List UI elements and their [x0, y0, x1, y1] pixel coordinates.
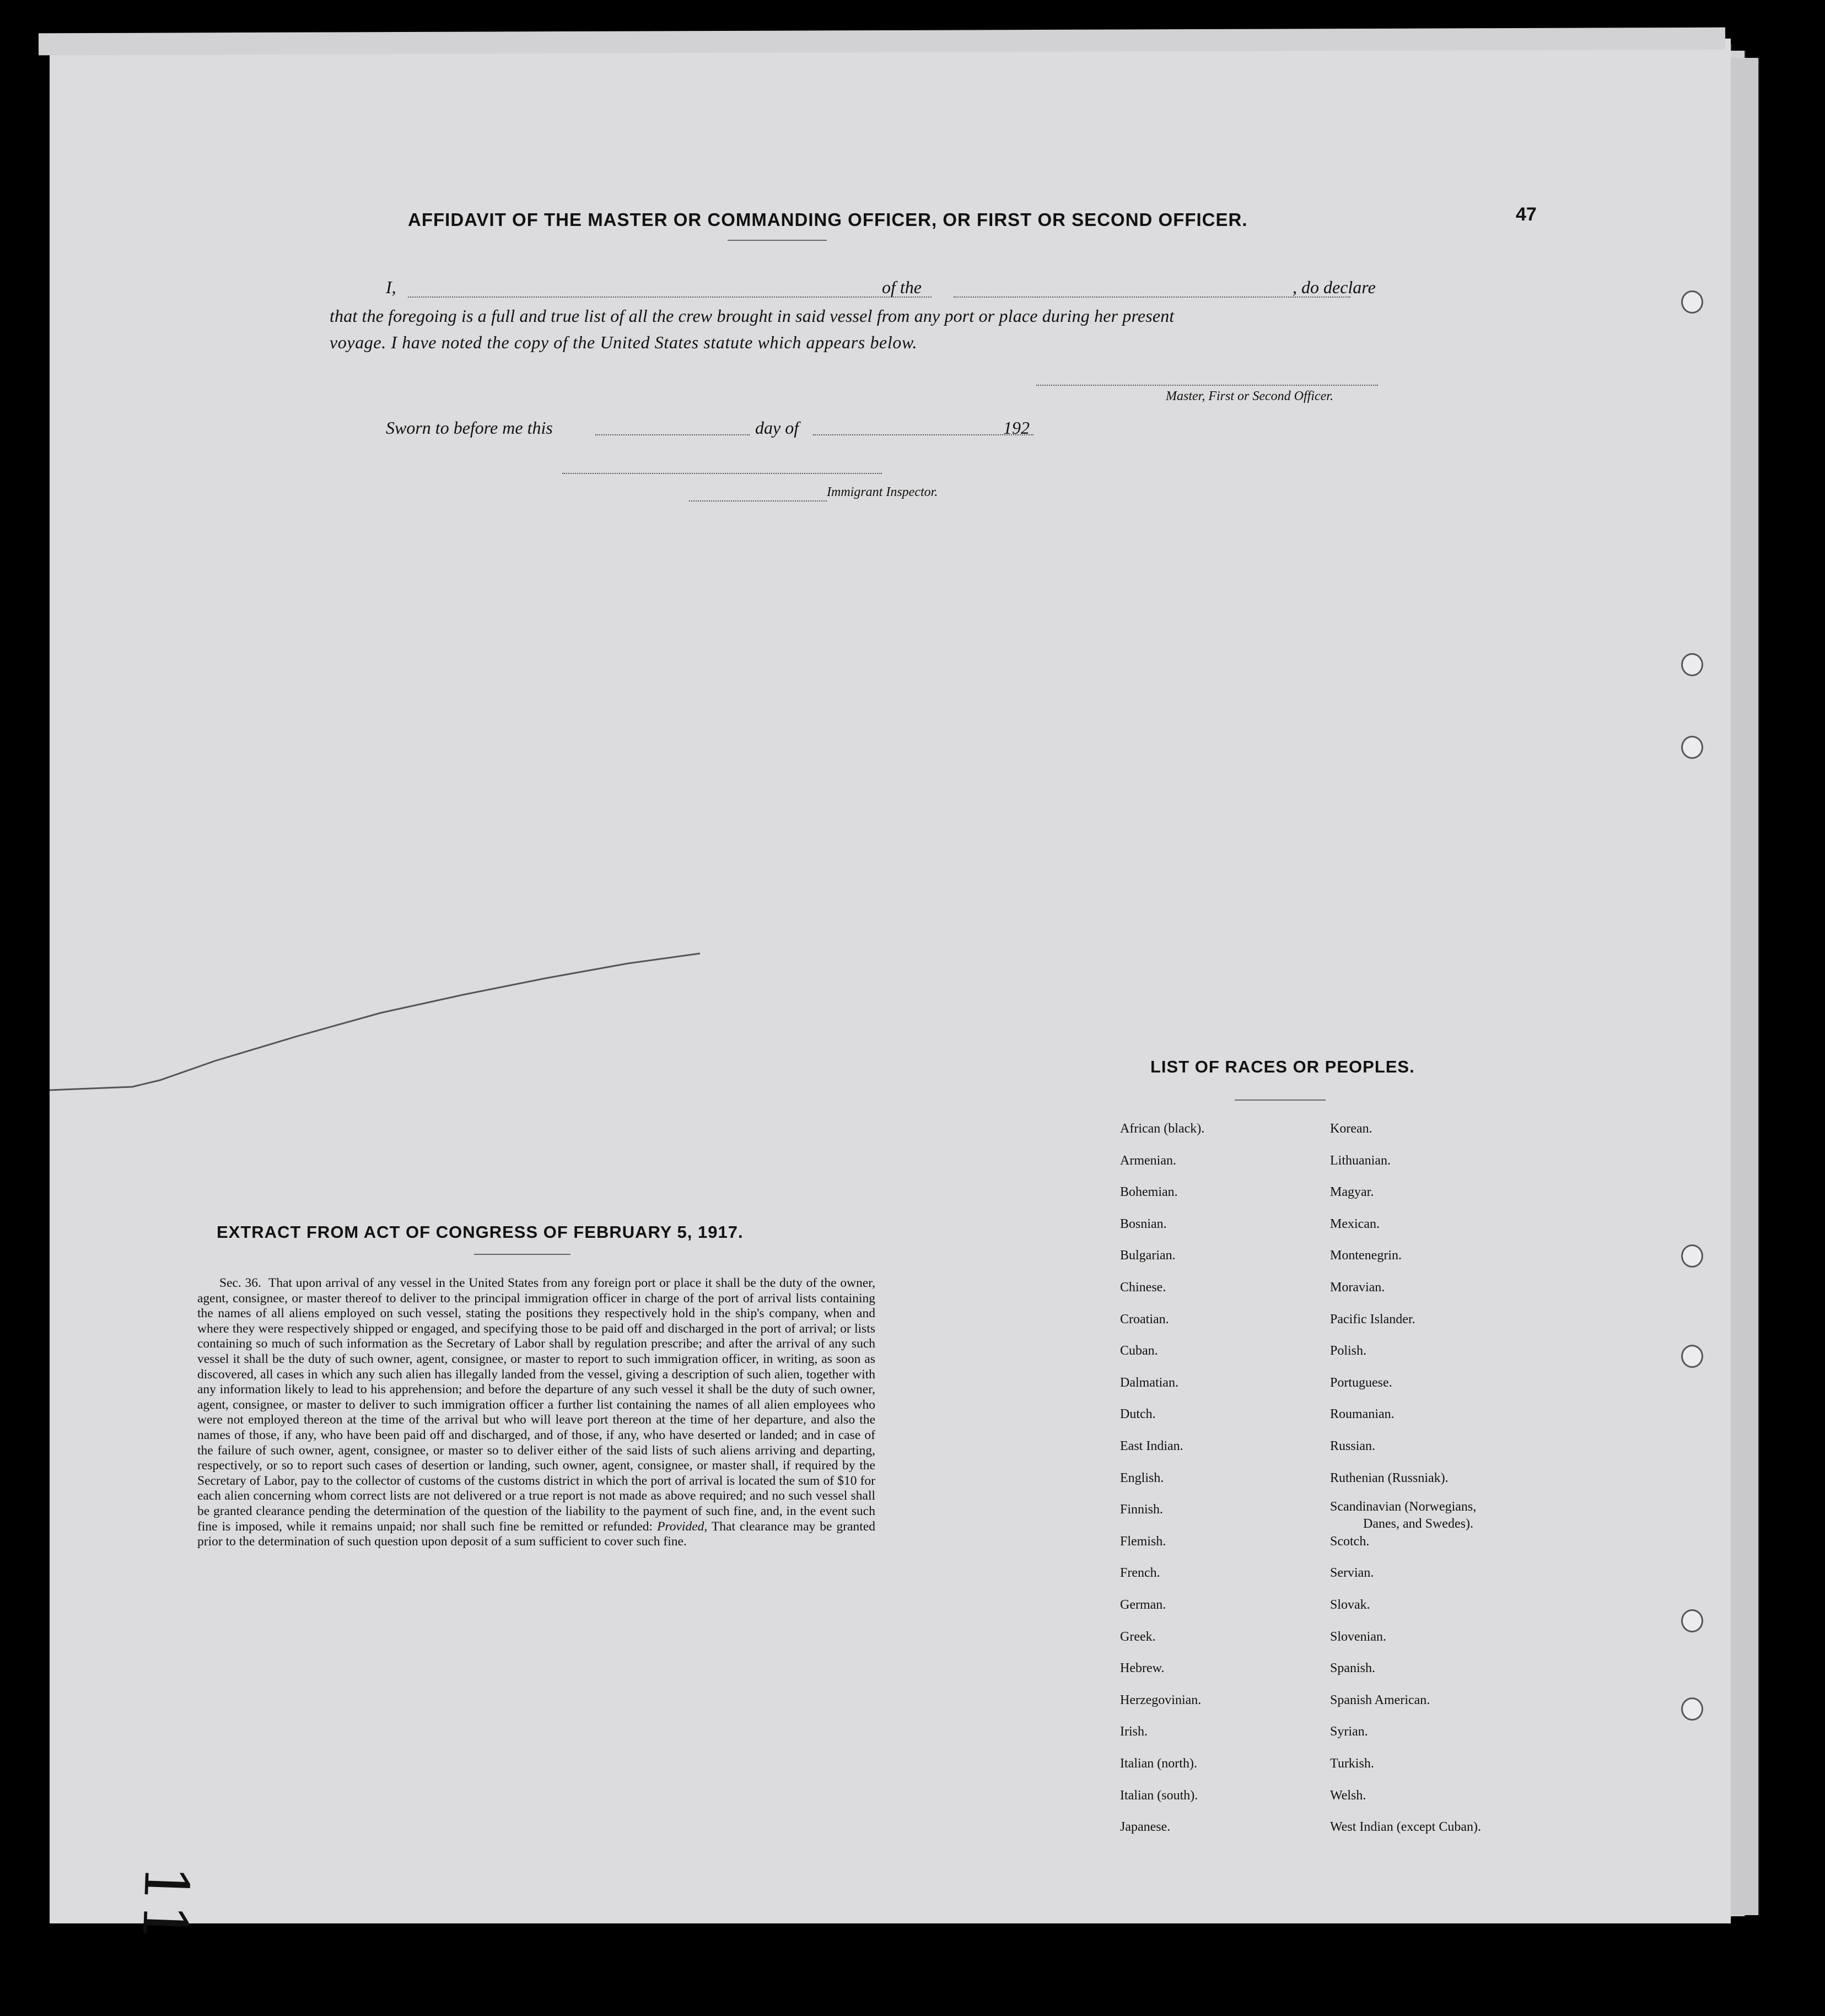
statute-body: That upon arrival of any vessel in the United States from any foreign port or place it shall be the duty of the owner, agent, consignee, or master thereof to deliver to the principal immigration officer in charge of the port of arrival lists containing the names of all aliens employed on such vessel, stating the positions they respectively hold in the ship's company, when and where they were respectively shipped or engaged, and specifying those to be paid off and discharged in the port of arrival; or lists containing so much of such information as the Secretary of Labor shall by regulation prescribe; and after the arrival of any such vessel it shall be the duty of such owner, agent, consignee, or master to report to such immigration officer, in writing, as soon as discovered, all cases in which any such alien has illegally landed from the vessel, giving a description of such alien, together with any information likely to lead to his apprehension; and before the departure of any such vessel it shall be the duty of such owner, agent, consignee, or master to deliver to such immigration officer a further list containing the names of all alien employees who were not employed thereon at the time of the arrival but who will leave port thereon at the time of her departure, and also the names of those, if any, who have been paid off and discharged, and of those, if any, who have deserted or landed; and in case of the failure of such owner, agent, consignee, or master so to deliver either of the said lists of such aliens arriving and departing, respectively, or so to report such cases of desertion or landing, such owner, agent, consignee, or master shall, if required by the Secretary of Labor, pay to the collector of customs of the customs district in which the port of arrival is located the sum of $10 for each alien concerning whom correct lists are not delivered or a true report is not made as above required; and no such vessel shall be granted clearance pending the determination of the question of the liability to the payment of such fine, and, in the event such fine is imposed, while it remains unpaid; nor shall such fine be remitted or refunded:	[197, 1276, 876, 1534]
page-number: 11	[128, 1863, 202, 1944]
race-right-item: Montenegrin.	[1330, 1248, 1402, 1263]
race-left-item: Cuban.	[1120, 1344, 1158, 1359]
title-rule	[728, 240, 827, 241]
race-right-item: Russian.	[1330, 1439, 1376, 1453]
race-right-item: Ruthenian (Russniak).	[1330, 1470, 1449, 1485]
punch-hole	[1681, 653, 1703, 676]
punch-hole	[1681, 1609, 1703, 1632]
name-line	[408, 297, 932, 298]
sworn-month-line	[813, 434, 1033, 435]
sworn-text: Sworn to before me this	[386, 418, 553, 438]
paper-crease	[50, 948, 711, 1113]
races-title: LIST OF RACES OR PEOPLES.	[1150, 1057, 1415, 1076]
race-left-item: Greek.	[1120, 1629, 1156, 1644]
punch-hole	[1681, 736, 1703, 759]
race-left-item: German.	[1120, 1598, 1166, 1612]
race-right-item: Scandinavian (Norwegians,	[1330, 1500, 1477, 1514]
race-left-item: Herzegovinian.	[1120, 1692, 1202, 1707]
race-right-item: Magyar.	[1330, 1185, 1374, 1200]
race-left-item: Croatian.	[1120, 1312, 1169, 1327]
race-left-item: Japanese.	[1120, 1820, 1171, 1835]
race-left-item: Italian (south).	[1120, 1788, 1198, 1803]
race-left-item: Finnish.	[1120, 1502, 1164, 1517]
race-right-item: Welsh.	[1330, 1788, 1366, 1803]
document-page	[50, 39, 1731, 1944]
race-left-item: Dalmatian.	[1120, 1375, 1178, 1390]
race-right-item: Slovak.	[1330, 1598, 1370, 1612]
punch-hole	[1681, 1345, 1703, 1368]
sworn-year: 192	[1003, 418, 1030, 438]
punch-hole	[1681, 1244, 1703, 1268]
race-right-item: Pacific Islander.	[1330, 1312, 1415, 1327]
affidavit-title: AFFIDAVIT OF THE MASTER OR COMMANDING OFFICER, OR FIRST OR SECOND OFFICER.	[408, 209, 1248, 230]
race-right-item: Turkish.	[1330, 1756, 1374, 1771]
section-label: Sec. 36.	[219, 1276, 261, 1290]
statute-proviso: That clearance may be granted prior to the determination of such question upon deposit of a sum sufficient to cover such fine.	[197, 1519, 876, 1549]
races-rule	[1235, 1099, 1326, 1101]
race-left-item: Italian (north).	[1120, 1756, 1197, 1771]
affidavit-i: I,	[386, 277, 396, 297]
inspector-line-1	[562, 473, 882, 474]
inspector-line-2	[689, 500, 827, 502]
race-left-item: Armenian.	[1120, 1153, 1176, 1168]
race-left-item: Irish.	[1120, 1724, 1148, 1739]
affidavit-of-the: of the	[882, 277, 922, 297]
race-right-item: Korean.	[1330, 1122, 1372, 1136]
race-right-item: Spanish.	[1330, 1661, 1376, 1676]
race-right-item: Syrian.	[1330, 1724, 1368, 1739]
race-right-item: Slovenian.	[1330, 1629, 1386, 1644]
race-left-item: Bohemian.	[1120, 1185, 1178, 1200]
race-right-item: Lithuanian.	[1330, 1153, 1391, 1168]
race-left-item: Bosnian.	[1120, 1216, 1167, 1231]
corner-mark: 47	[1516, 204, 1537, 225]
race-right-item: Portuguese.	[1330, 1375, 1392, 1390]
race-right-item: Mexican.	[1330, 1216, 1380, 1231]
extract-title: EXTRACT FROM ACT OF CONGRESS OF FEBRUARY 5, 1917.	[217, 1222, 744, 1242]
sworn-day-of: day of	[755, 418, 799, 438]
master-signature-label: Master, First or Second Officer.	[1166, 389, 1333, 403]
race-left-item: English.	[1120, 1470, 1164, 1485]
race-left-item: East Indian.	[1120, 1439, 1183, 1453]
race-left-item: Flemish.	[1120, 1534, 1166, 1549]
sworn-day-line	[595, 434, 750, 435]
race-left-item: African (black).	[1120, 1122, 1205, 1136]
affidavit-declare: , do declare	[1293, 277, 1376, 297]
race-right-item: Roumanian.	[1330, 1407, 1395, 1422]
race-left-item: Dutch.	[1120, 1407, 1156, 1422]
affidavit-line2: that the foregoing is a full and true list of all the crew brought in said vessel from any port or place during her present	[330, 306, 1175, 326]
race-left-item: Bulgarian.	[1120, 1248, 1176, 1263]
race-right-item: Spanish American.	[1330, 1692, 1430, 1707]
statute-text	[197, 1276, 875, 1550]
race-right-item: Danes, and Swedes).	[1363, 1517, 1473, 1532]
vessel-line	[954, 297, 1350, 298]
extract-rule	[474, 1254, 570, 1255]
proviso-word: Provided,	[657, 1519, 708, 1534]
race-right-item: Scotch.	[1330, 1534, 1370, 1549]
race-left-item: Chinese.	[1120, 1280, 1166, 1295]
race-right-item: Moravian.	[1330, 1280, 1385, 1295]
race-left-item: Hebrew.	[1120, 1661, 1165, 1676]
race-right-item: Polish.	[1330, 1344, 1367, 1359]
affidavit-line3: voyage. I have noted the copy of the United States statute which appears below.	[330, 332, 918, 352]
race-right-item: Servian.	[1330, 1566, 1374, 1581]
master-signature-line	[1036, 385, 1378, 386]
punch-hole	[1681, 290, 1703, 314]
inspector-label: Immigrant Inspector.	[827, 485, 938, 499]
bleed-through-text	[226, 154, 234, 180]
race-right-item: West Indian (except Cuban).	[1330, 1820, 1481, 1835]
race-left-item: French.	[1120, 1566, 1160, 1581]
punch-hole	[1681, 1697, 1703, 1721]
